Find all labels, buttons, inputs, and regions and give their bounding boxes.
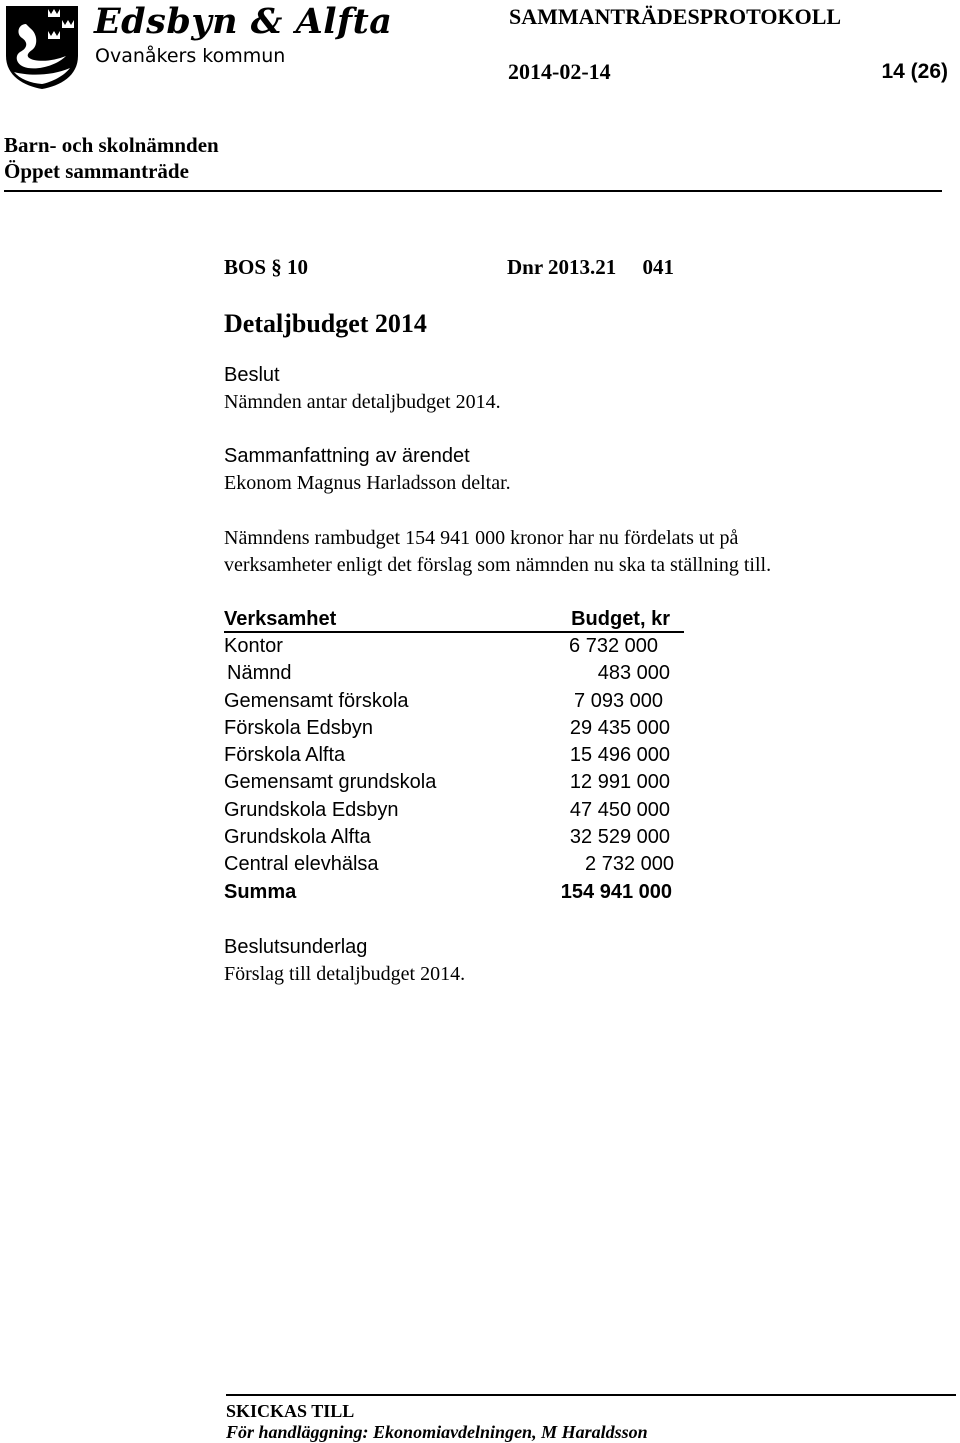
table-row xyxy=(224,742,684,769)
header-divider xyxy=(4,190,942,192)
row-value: 15 496 000 xyxy=(569,744,670,767)
table-row-sum xyxy=(224,879,684,906)
table-row xyxy=(224,715,684,742)
sum-label: Summa xyxy=(224,880,297,903)
document-date: 2014-02-14 xyxy=(508,59,611,84)
row-value: 6 732 000 xyxy=(569,635,658,657)
beslutsunderlag-heading: Beslutsunderlag xyxy=(224,936,368,958)
row-name: Grundskola Edsbyn xyxy=(224,798,399,821)
table-row xyxy=(224,851,684,878)
column-header-activity: Verksamhet xyxy=(224,608,337,630)
table-row xyxy=(224,824,684,851)
case-number: BOS § 10 xyxy=(224,255,309,279)
handling-text: För handläggning: Ekonomiavdelningen, M Haraldsson xyxy=(226,1422,648,1442)
table-row xyxy=(224,769,684,796)
column-header-budget: Budget, kr xyxy=(571,608,670,630)
row-value: 483 000 xyxy=(597,662,670,685)
row-value: 7 093 000 xyxy=(574,689,663,712)
paragraph-line-2: verksamheter enligt det förslag som nämnden nu ska ta ställning till. xyxy=(224,554,772,576)
sammanfattning-text: Ekonom Magnus Harladsson deltar. xyxy=(224,472,511,494)
sammanfattning-heading: Sammanfattning av ärendet xyxy=(224,445,470,467)
sum-value: 154 941 000 xyxy=(560,880,672,903)
row-name: Gemensamt förskola xyxy=(224,689,409,712)
row-name: Förskola Edsbyn xyxy=(224,716,373,739)
row-name: Förskola Alfta xyxy=(224,744,346,767)
row-value: 47 450 000 xyxy=(569,798,670,821)
committee-name: Barn- och skolnämnden xyxy=(4,133,219,157)
swan-crest-icon xyxy=(4,4,88,90)
row-value: 12 991 000 xyxy=(569,771,670,794)
table-row xyxy=(224,797,684,824)
brand-subtitle: Ovanåkers kommun xyxy=(95,45,286,67)
row-name: Kontor xyxy=(224,635,283,657)
row-value: 32 529 000 xyxy=(569,826,670,849)
case-dnr: Dnr 2013.21 041 xyxy=(507,255,675,279)
budget-table-header xyxy=(224,606,684,633)
meeting-type: Öppet sammanträde xyxy=(4,159,189,183)
budget-table xyxy=(224,606,684,906)
table-row xyxy=(224,660,684,687)
row-value: 29 435 000 xyxy=(569,716,670,739)
row-name: Central elevhälsa xyxy=(224,853,379,876)
row-name: Grundskola Alfta xyxy=(224,826,371,849)
footer-divider xyxy=(226,1394,956,1396)
beslut-heading: Beslut xyxy=(224,364,280,386)
table-row xyxy=(224,688,684,715)
table-row xyxy=(224,633,684,660)
paragraph-line-1: Nämndens rambudget 154 941 000 kronor har nu fördelats ut på xyxy=(224,527,739,549)
case-title: Detaljbudget 2014 xyxy=(224,309,427,338)
send-to-label: SKICKAS TILL xyxy=(226,1401,355,1421)
row-name: Nämnd xyxy=(227,662,292,685)
row-name: Gemensamt grundskola xyxy=(224,771,437,794)
document-type: SAMMANTRÄDESPROTOKOLL xyxy=(509,4,842,29)
page-number: 14 (26) xyxy=(881,60,948,83)
beslut-text: Nämnden antar detaljbudget 2014. xyxy=(224,391,501,413)
beslutsunderlag-text: Förslag till detaljbudget 2014. xyxy=(224,963,466,985)
brand-name: Edsbyn & Alfta xyxy=(94,1,393,42)
row-value: 2 732 000 xyxy=(585,853,674,876)
